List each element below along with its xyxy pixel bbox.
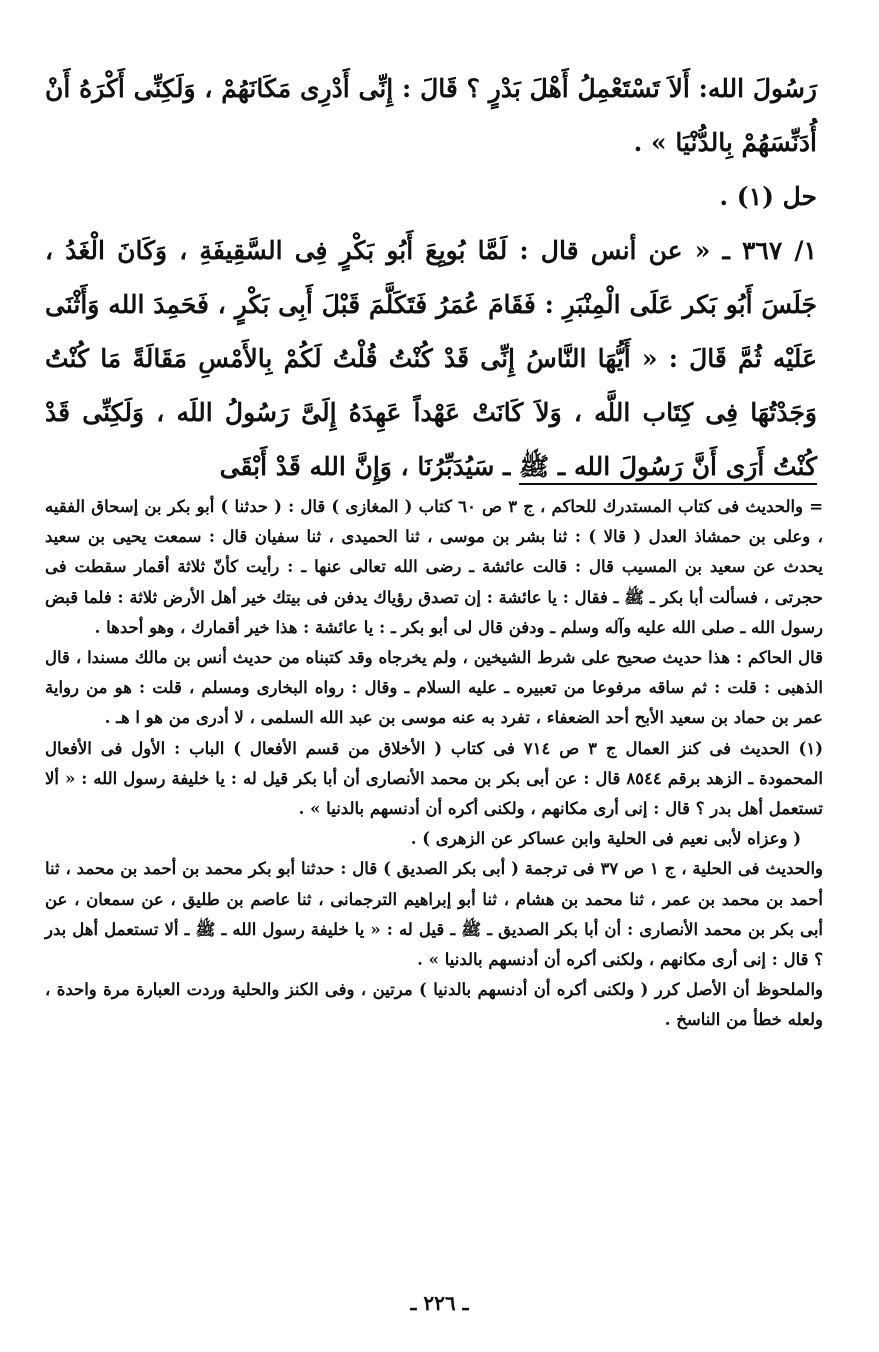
footnote-attribution: ( وعزاه لأبى نعيم فى الحلية وابن عساكر عن الزهرى ) . <box>410 829 801 849</box>
main-paragraph-3: ١/ ٣٦٧ ـ « عن أنس قال : لَمَّا بُويِعَ أَبُو بَكْرٍ فِى السَّقِيفَةِ ، وَكَانَ الْغَدُ ، جَلَسَ أَبُو بَكر عَلَى الْمِنْبَرِ : فَقَامَ عُمَرُ فَتَكَلَّمَ قَبْلَ أَبِى بَكْرٍ ، فَحَمِدَ الله وَأَثْنَى عَلَيْه ثُمَّ قَالَ : « أَيُّهَا النَّاسُ إِنِّى قَدْ كُنْتُ قُلْتُ لَكُمْ بِالأَمْسِ مَقَالَةً مَا كُنْتُ وَجَدْتُهَا فِى كِتَاب اللَّه ، وَلاَ كَانَتْ عَهْداً عَهِدَهُ إِلَىَّ رَسُولُ اللَه ، وَلَكِنِّى قَدْ كُنْتُ أَرَى أَنَّ رَسُولَ الله ـ ﷺ ـ سَيُدَبِّرُنَا ، وَإِنَّ الله قَدْ أَبْقَى <box>45 236 817 481</box>
footnote-1: (١) الحديث فى كنز العمال ج ٣ ص ٧١٤ فى كتاب ( الأخلاق من قسم الأفعال ) الباب : الأول فى الأفعال المحمودة ـ الزهد برقم ٨٥٤٤ قال : عن أبى بكر بن محمد الأنصارى أن أبا بكر قيل له : يا خليفة رسول الله : « ألا تستعمل أهل بدر ؟ قال : إنى أرى مكانهم ، ولكنى أكره أن أدنسهم بالدنيا » . <box>45 738 824 819</box>
page-number: ـ ٢٢٦ ـ <box>410 1291 469 1315</box>
footnote-remark: والملحوظ أن الأصل كرر ( ولكنى أكره أن أدنسهم بالدنيا ) مرتين ، وفى الكنز والحلية وردت العبارة مرة واحدة ، ولعله خطأ من الناسخ . <box>45 980 823 1030</box>
footnote-hilya-note: والحديث فى الحلية ، ج ١ ص ٣٧ فى ترجمة ( أبى بكر الصديق ) قال : حدثنا أبو بكر محمد بن أحمد بن محمد ، ثنا أحمد بن محمد بن عمر ، ثنا محمد بن هشام ، ثنا أبو إبراهيم الترجمانى ، ثنا عاصم بن طليق ، عن سمعان ، عن أبى بكر بن محمد الأنصارى : أن أبا بكر الصديق ـ ﷺ ـ قيل له : « يا خليفة رسول الله ـ ﷺ ـ ألا تستعمل أهل بدر ؟ قال : إنى أرى مكانهم ، ولكنى أكره أن أدنسهم بالدنيا » . <box>45 859 824 970</box>
footnotes <box>45 492 823 1036</box>
footnote-hakim-note: قال الحاكم : هذا حديث صحيح على شرط الشيخين ، ولم يخرجاه وقد كتبناه من حديث أنس بن مالك مسندا ، قال الذهبى : قلت : ثم ساقه مرفوعا من تعبيره ـ عليه السلام ـ وقال : رواه البخارى ومسلم ، قلت : هو من رواية عمر بن حماد بن سعيد الأبح أحد الضعفاء ، تفرد به عنه موسى بن عبد الله السلمى ، لا أدرى من هو ا هـ . <box>45 648 823 728</box>
main-paragraph-2: حل (١) . <box>719 182 817 211</box>
footnote-separator-line <box>519 483 817 485</box>
main-paragraph-1: رَسُولَ الله: أَلاَ تَسْتَعْمِلُ أَهْلَ بَدْرٍ ؟ قَالَ : إِنِّى أَدْرِى مَكَانَهُمْ ، وَلَكِنِّى أَكْرَهُ أَنْ أُدَنِّسَهُمْ بِالدُّنْيَا » . <box>45 74 817 157</box>
footnote-continuation: = والحديث فى كتاب المستدرك للحاكم ، ج ٣ ص ٦٠ كتاب ( المغازى ) قال : ( حدثنا ) أبو بكر بن إسحاق الفقيه ، وعلى بن حمشاذ العدل ( قالا ) : ثنا بشر بن موسى ، ثنا الحميدى ، ثنا سفيان قال : سمعت يحيى بن سعيد يحدث عن سعيد بن المسيب قال : قالت عائشة ـ رضى الله تعالى عنها ـ : رأيت كأنّ ثلاثة أقمار سقطت فى حجرتى ، فسألت أبا بكر ـ ﷺ ـ فقال : يا عائشة : إن تصدق رؤياك يدفن فى بيتك خير أهل الأرض ثلاثة : فلما قبض رسول الله ـ صلى الله عليه وآله وسلم ـ ودفن قال لى أبو بكر ـ : يا عائشة : هذا خير أقمارك ، وهو أحدها . <box>45 497 824 637</box>
main-text <box>45 62 817 494</box>
